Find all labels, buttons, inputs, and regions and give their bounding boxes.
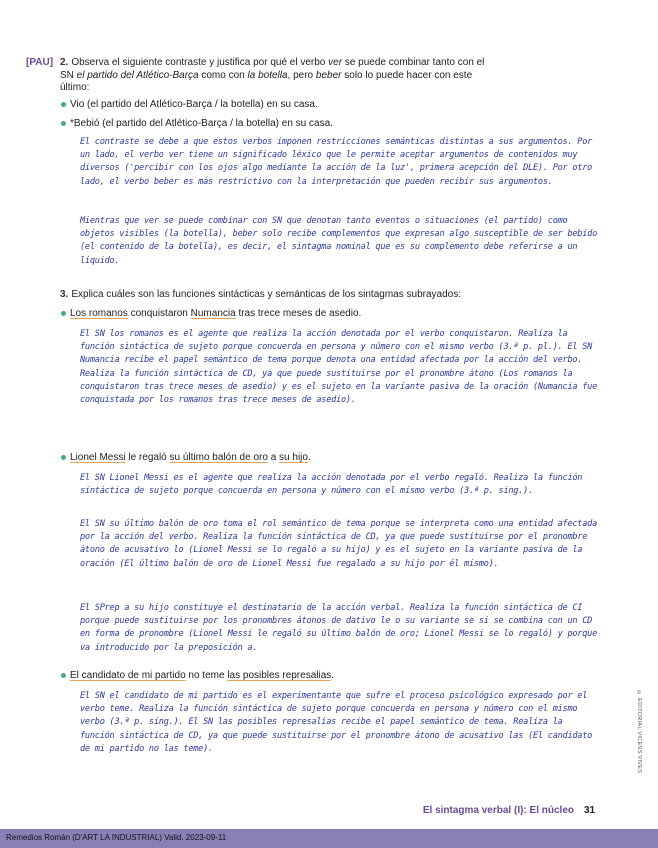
handwritten-answer: El SN el candidato de mi partido es el experimentante que sufre el proceso psicológico expresado por el verbo teme. Realiza la función sintáctica de sujeto porque concuerda en persona y número con el mismo verbo (3.ª p. sing.). El SN las posibles represalias recibe el papel semántico de tema. Realiza la función sintáctica de CD, ya que puede sustituirse por el pronombre átono de acusativo las (El candidato de mi partido no las teme). bbox=[80, 691, 593, 754]
example-sentence bbox=[70, 670, 510, 682]
sentence-text: le regaló bbox=[125, 452, 170, 463]
question-text: el partido del Atlético-Barça bbox=[76, 69, 199, 81]
example-sentence: *Bebió (el partido del Atlético-Barça / la botella) en su casa. bbox=[70, 118, 510, 130]
question-text: Observa el siguiente contraste y justifica por qué el verbo bbox=[71, 57, 329, 68]
question-2 bbox=[26, 57, 490, 95]
page-number: 31 bbox=[584, 805, 596, 816]
copyright-side-text: © EDITORIAL VICENS VIVES bbox=[636, 690, 642, 774]
underlined-phrase: su último balón de oro bbox=[169, 452, 268, 463]
underlined-phrase: su hijo bbox=[279, 452, 308, 463]
example-sentence bbox=[70, 452, 510, 464]
example-sentence bbox=[70, 308, 510, 320]
underlined-phrase: El candidato de mi partido bbox=[70, 670, 186, 681]
handwritten-answer: El SN su último balón de oro toma el rol semántico de tema porque se interpreta como una entidad afectada por la acción del verbo. Realiza la función sintáctica de CD, ya que puede sustituirse por el pronombre átono de acusativo lo (Lionel Messi se lo regaló a su hijo) y es el sujeto en la variante pasiva de la oración (El último balón de oro de Lionel Messi fue regalado a su hijo por él mismo). bbox=[80, 519, 598, 569]
question-number: 3. bbox=[60, 289, 69, 300]
question-number: 2. bbox=[60, 57, 69, 68]
sentence-text: tras trece meses de asedio. bbox=[235, 308, 362, 319]
example-sentence: Vio (el partido del Atlético-Barça / la botella) en su casa. bbox=[70, 99, 510, 111]
sentence-text: no teme bbox=[185, 670, 228, 681]
handwritten-answer: El contraste se debe a que estos verbos imponen restricciones semánticas distintas a sus argumentos. Por un lado, el verbo ver tiene un significado léxico que le permite aceptar argumentos de contenidos muy diversos ('percibir con los ojos algo mediante la acción de la luz', primera acepción del DLE). Por otro lado, el verbo beber es más restrictivo con la interpretación que pueden recibir sus argumentos. bbox=[80, 137, 593, 187]
underlined-phrase: Lionel Messi bbox=[70, 452, 126, 463]
sentence-text: . bbox=[307, 452, 311, 463]
question-text: como con bbox=[198, 69, 248, 81]
question-text: , pero bbox=[287, 69, 316, 81]
question-3 bbox=[60, 289, 540, 302]
sentence-text: . bbox=[331, 670, 335, 681]
handwritten-answer: El SN Lionel Messi es el agente que realiza la acción denotada por el verbo regaló. Realiza la función sintáctica de sujeto porque concuerda en persona y número con el mismo verbo (3.ª p. sing.). bbox=[80, 473, 583, 497]
question-text: beber bbox=[315, 69, 342, 81]
license-bar bbox=[0, 829, 658, 848]
question-text: ver bbox=[328, 57, 343, 68]
underlined-phrase: Los romanos bbox=[70, 308, 128, 319]
handwritten-answer: Mientras que ver se puede combinar con SN que denotan tanto eventos o situaciones (el partido) como objetos visibles (la botella), beber solo recibe complementos que expresan algo susceptible de ser bebido (el contenido de la botella), es decir, el sintagma nominal que es su complemento debe referirse a un líquido. bbox=[80, 216, 598, 266]
underlined-phrase: las posibles represalias bbox=[227, 670, 332, 681]
question-text: solo lo puede hacer con este último: bbox=[60, 69, 473, 93]
chapter-title: El sintagma verbal (I): El núcleo bbox=[422, 805, 574, 816]
question-text: Explica cuáles son las funciones sintácticas y semánticas de los sintagmas subrayados: bbox=[71, 289, 461, 300]
underlined-phrase: Numancia bbox=[190, 308, 236, 319]
pau-tag: [PAU] bbox=[26, 57, 54, 68]
sentence-text: conquistaron bbox=[127, 308, 191, 319]
handwritten-answer: El SPrep a su hijo constituye el destinatario de la acción verbal. Realiza la función sintáctica de CI porque puede sustituirse por los pronombres átonos de dativo le o su variante se si se combina con un CD en forma de pronombre (Lionel Messi le regaló su último balón de oro; Lionel Messi se lo regaló) y porque va introducido por la preposición a. bbox=[80, 603, 598, 653]
sentence-text: a bbox=[267, 452, 280, 463]
question-text: se puede combinar tanto con el SN bbox=[60, 57, 485, 81]
handwritten-answer: El SN los romanos es el agente que realiza la acción denotada por el verbo conquistaron. Realiza la función sintáctica de sujeto porque concuerda en persona y número con el mismo verbo (3.ª p. pl.). El SN Numancia recibe el papel semántico de tema porque denota una entidad afectada por la acción del verbo. Realiza la función sintáctica de CD, ya que puede sustituirse por el pronombre átono (Los romanos la conquistaron tras trece meses de asedio) y es el sujeto en la variante pasiva de la oración (Numancia fue conquistada por los romanos tras trece meses de asedio). bbox=[80, 329, 598, 406]
question-text: la botella bbox=[247, 69, 288, 81]
license-text: Remedios Román (D'ART LA INDUSTRIAL) Valid. 2023-09-11 bbox=[6, 833, 227, 842]
